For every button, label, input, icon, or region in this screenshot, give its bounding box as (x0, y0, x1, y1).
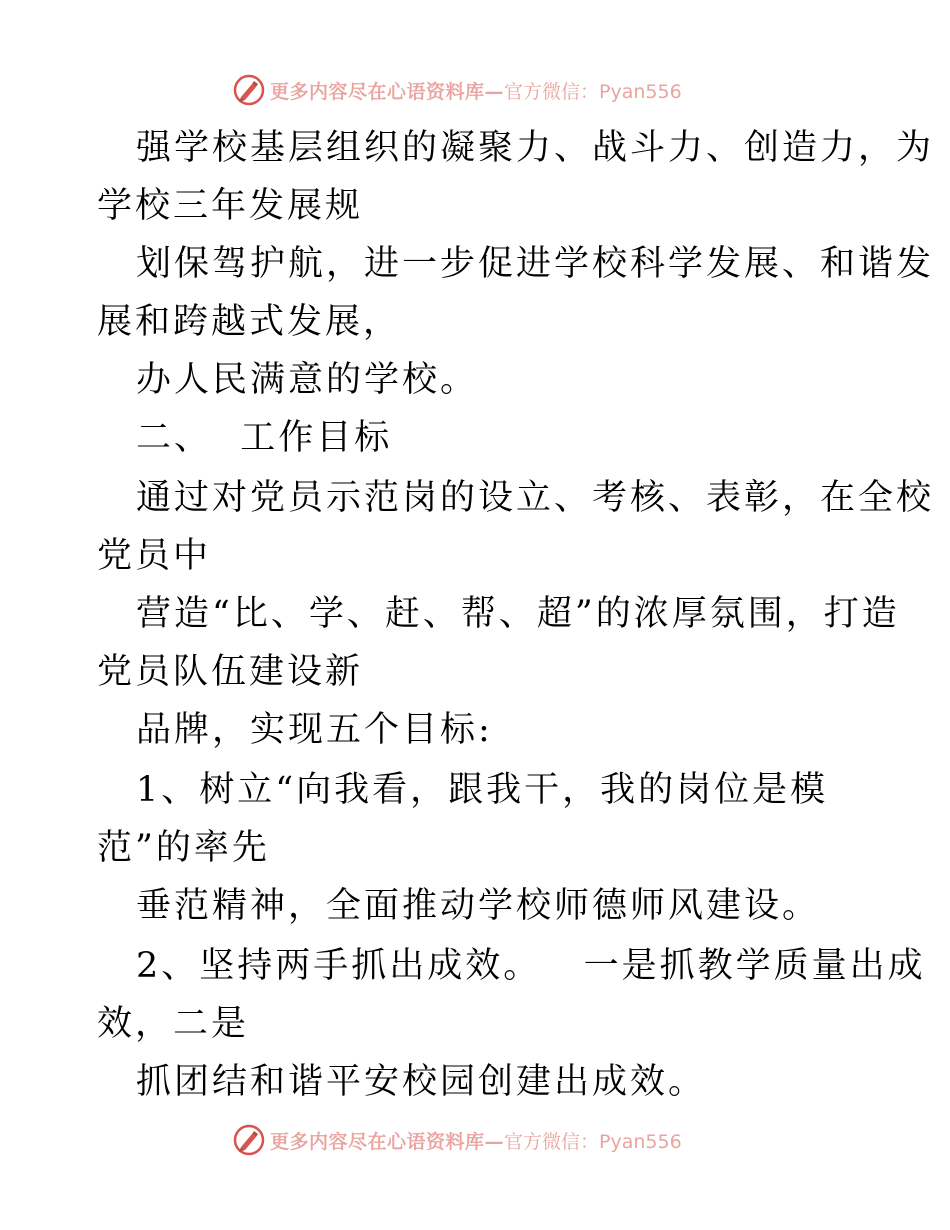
text-line: 划保驾护航，进一步促进学校科学发展、和谐发 (136, 244, 935, 284)
watermark-text: 更多内容尽在心语资料库— (270, 80, 505, 103)
text-line: 品牌，实现五个目标: (136, 710, 493, 750)
text-line: 通过对党员示范岗的设立、考核、表彰，在全校 (136, 478, 935, 518)
text-line: 范”的率先 (97, 828, 270, 868)
text-line: 党员中 (97, 536, 212, 576)
text-line: 展和跨越式发展， (97, 302, 402, 342)
list-item-2: 2、坚持两手抓出成效。 一是抓教学质量出成 (136, 946, 926, 986)
text-line: 强学校基层组织的凝聚力、战斗力、创造力，为 (136, 128, 935, 168)
watermark-wechat: 官方微信：Pyan556 (504, 80, 682, 103)
text-line: 学校三年发展规 (97, 186, 364, 226)
section-heading: 二、 工作目标 (136, 418, 393, 458)
text-line: 抓团结和谐平安校园创建出成效。 (136, 1062, 707, 1102)
text-line: 营造“比、学、赶、帮、超”的浓厚氛围，打造 (136, 594, 900, 634)
text-line: 垂范精神，全面推动学校师德师风建设。 (136, 886, 821, 926)
watermark-wechat: 官方微信：Pyan556 (504, 1130, 682, 1153)
watermark-text: 更多内容尽在心语资料库— (270, 1130, 505, 1153)
text-line: 效，二是 (97, 1004, 250, 1044)
footer-watermark (232, 1120, 682, 1160)
list-item-1: 1、树立“向我看，跟我干，我的岗位是模 (136, 770, 829, 810)
text-line: 党员队伍建设新 (97, 652, 364, 692)
pen-logo-icon (232, 1123, 266, 1157)
text-line: 办人民满意的学校。 (136, 360, 479, 400)
